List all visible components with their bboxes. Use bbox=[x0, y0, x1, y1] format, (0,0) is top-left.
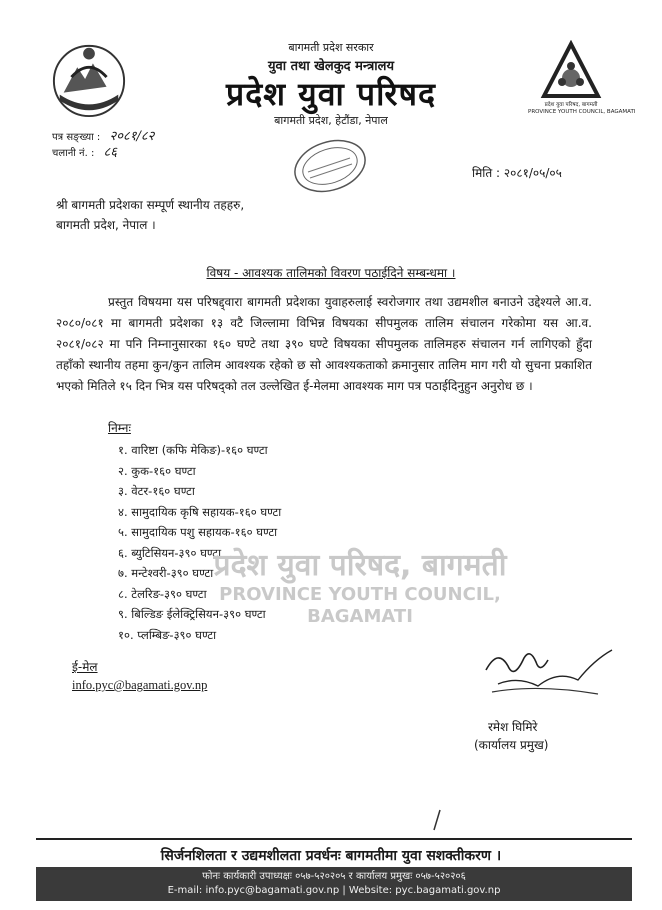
signatory-role: (कार्यालय प्रमुख) bbox=[474, 738, 549, 752]
list-item: ३. वेटर-१६० घण्टा bbox=[118, 484, 195, 498]
watermark-line-1: प्रदेश युवा परिषद, बागमती bbox=[213, 548, 507, 583]
list-item: ५. सामुदायिक पशु सहायक-१६० घण्टा bbox=[118, 525, 278, 539]
office-address: बागमती प्रदेश, हेटौंडा, नेपाल bbox=[274, 114, 388, 127]
training-list bbox=[118, 440, 281, 645]
dispatch-number-value: ८६ bbox=[103, 145, 118, 160]
recipient-line-1: श्री बागमती प्रदेशका सम्पूर्ण स्थानीय तहहरु, bbox=[56, 198, 245, 212]
dispatch-number bbox=[52, 142, 117, 160]
pen-mark-icon bbox=[430, 808, 444, 832]
list-item: ४. सामुदायिक कृषि सहायक-१६० घण्टा bbox=[118, 504, 282, 519]
recipient-line-2: बागमती प्रदेश, नेपाल । bbox=[56, 218, 156, 232]
email-link[interactable]: info.pyc@bagamati.gov.np bbox=[72, 678, 208, 692]
logo-caption-en: PROVINCE YOUTH COUNCIL, BAGAMATI bbox=[528, 109, 636, 115]
email-label: ई-मेल bbox=[72, 660, 98, 674]
letter-number-value: २०८१/८२ bbox=[109, 129, 155, 144]
list-item: ७. मन्टेश्वरी-३९० घण्टा bbox=[118, 566, 214, 580]
signature-icon bbox=[478, 640, 618, 710]
ministry-name: युवा तथा खेलकुद मन्त्रालय bbox=[267, 59, 395, 74]
body-paragraph: प्रस्तुत विषयमा यस परिषद्द्वारा बागमती प्रदेशका युवाहरुलाई स्वरोजगार तथा उद्यमशील बनाउने उद्देश्यले आ.व. २०८०/०८१ मा बागमती प्रदेशका १३ वटै जिल्लामा विभिन्न विषयका सीपमुलक तालिम संचालन गरेकोमा यस आ.व. २०८१/०८२ मा पनि निम्नानुसारका १६० घण्टे तथा ३९० घण्टे विषयका सीपमुलक तालिमहरु संचालन गर्न लागिएको हुँदा तहाँको स्थानीय तहमा कुन/कुन तालिम आवश्यक रहेको छ सो आवश्यकताको क्रमानुसार तालिम माग गरी यो सुचना प्रकाशित भएको मितिले १५ दिन भित्र यस परिषद्को तल उल्लेखित ई-मेलमा आवश्यक माग पत्र पठाईदिनुहुन अनुरोध छ । bbox=[56, 295, 592, 393]
council-logo-icon bbox=[540, 40, 602, 102]
list-item: ८. टेलरिङ-३९० घण्टा bbox=[118, 586, 207, 601]
dispatch-number-label: चलानी नं. : bbox=[52, 148, 95, 159]
logo-caption-np: प्रदेश युवा परिषद, बागमती bbox=[544, 102, 598, 108]
letter-date: मिति : २०८१/०५/०५ bbox=[472, 166, 562, 180]
office-stamp-icon bbox=[290, 138, 370, 194]
watermark-line-2: PROVINCE YOUTH COUNCIL, BAGAMATI bbox=[219, 584, 501, 627]
footer-slogan: सिर्जनशिलता र उद्यमशीलता प्रवर्धनः बागमतीमा युवा सशक्तीकरण । bbox=[160, 848, 502, 864]
list-item: ९. बिल्डिङ ईलेक्ट्रिसियन-३९० घण्टा bbox=[118, 607, 266, 621]
list-item: ६. ब्युटिसियन-३९० घण्टा bbox=[118, 545, 222, 560]
footer-divider bbox=[36, 838, 632, 840]
footer-contact-bar bbox=[36, 867, 632, 901]
letter-number-label: पत्र सङ्ख्या : bbox=[52, 132, 101, 143]
footer-phones: फोनः कार्यकारी उपाध्यक्षः ०५७-५२०२०५ र कार्यालय प्रमुखः ०५७-५२०२०६ bbox=[202, 871, 466, 882]
government-name: बागमती प्रदेश सरकार bbox=[288, 41, 374, 54]
footer-web: E-mail: info.pyc@bagamati.gov.np | Website: pyc.bagamati.gov.np bbox=[167, 885, 501, 896]
subject-text: विषय - आवश्यक तालिमको विवरण पठाईदिने सम्बन्धमा । bbox=[206, 266, 456, 280]
list-item: १. वारिष्टा (कफि मेकिङ)-१६० घण्टा bbox=[118, 443, 268, 457]
list-item: १०. प्लम्बिङ-३९० घण्टा bbox=[118, 627, 217, 642]
list-heading: निम्नः bbox=[108, 421, 131, 435]
subject-line bbox=[0, 264, 662, 281]
list-item: २. कुक-१६० घण्टा bbox=[118, 463, 196, 478]
signatory-name: रमेश घिमिरे bbox=[488, 720, 538, 734]
office-title: प्रदेश युवा परिषद bbox=[226, 75, 436, 113]
council-logo bbox=[528, 40, 636, 126]
